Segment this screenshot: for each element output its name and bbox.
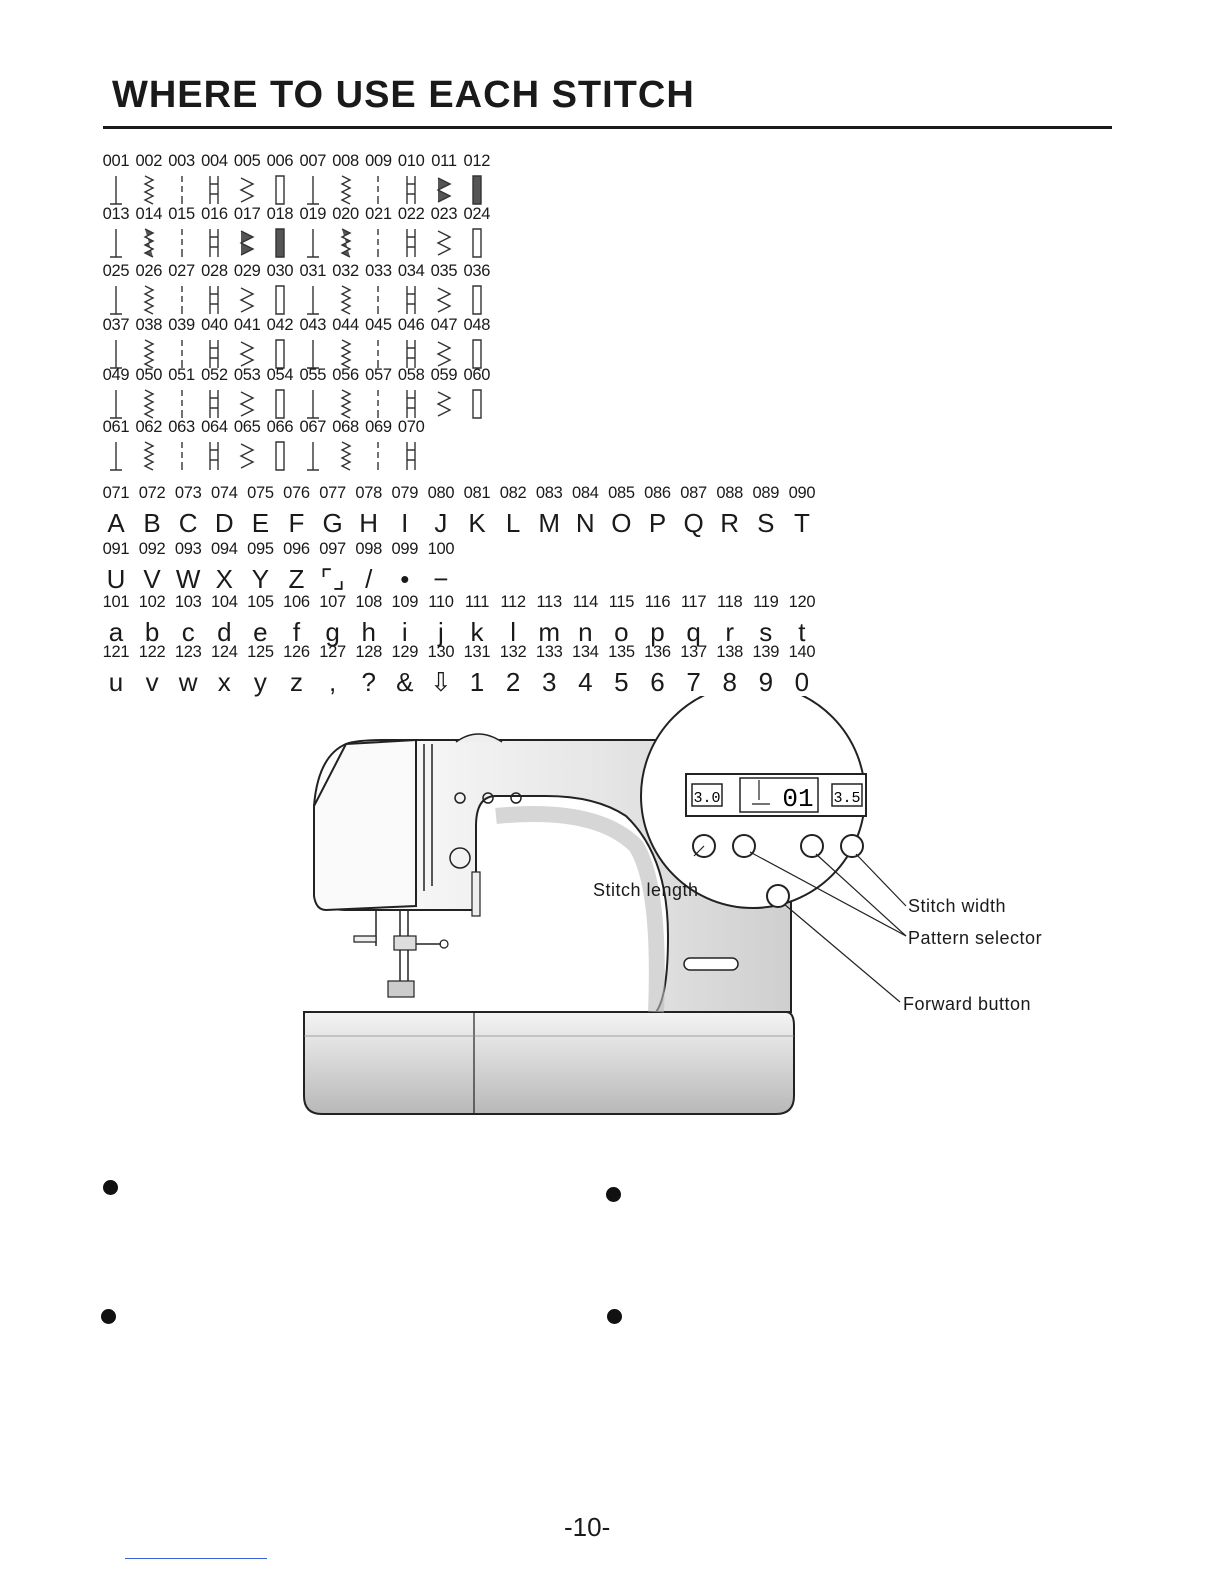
- letter-number: 102: [138, 593, 166, 611]
- letter-number: 126: [283, 643, 310, 661]
- stitch-pattern-icon: [104, 174, 128, 208]
- stitch-number: 068: [332, 418, 359, 436]
- letter-number: 097: [319, 540, 346, 558]
- stitch-pattern-icon: [399, 284, 423, 318]
- letter-number: 123: [174, 643, 202, 661]
- stitch-pattern-icon: [301, 284, 325, 318]
- letter-number: 092: [138, 540, 166, 558]
- letter-number: 113: [536, 593, 562, 611]
- letter-glyph: 8: [722, 667, 737, 697]
- letter-glyph: u: [108, 667, 124, 697]
- stitch-pattern-icon: [170, 174, 194, 208]
- stitch-number: 054: [266, 366, 294, 384]
- letter-glyph: N: [575, 508, 595, 538]
- stitch-number: 018: [266, 205, 294, 223]
- letter-glyph: v: [145, 667, 159, 697]
- letter-glyph: Z: [288, 564, 305, 594]
- letter-glyph: x: [217, 667, 231, 697]
- letter-glyph: •: [400, 564, 410, 594]
- stitch-pattern-icon: [301, 388, 325, 422]
- callout-stitch-width: Stitch width: [908, 896, 1007, 916]
- letter-number: 136: [644, 643, 671, 661]
- letter-glyph: W: [175, 564, 201, 594]
- letter-number: 127: [319, 643, 346, 661]
- stitch-pattern-icon: [366, 174, 390, 208]
- letter-number: 110: [428, 593, 454, 611]
- stitch-number: 001: [102, 152, 130, 170]
- stitch-number: 028: [201, 262, 228, 280]
- stitch-number: 007: [299, 152, 327, 170]
- stitch-number: 032: [332, 262, 359, 280]
- letter-glyph: m: [538, 617, 561, 647]
- stitch-pattern-icon: [137, 388, 161, 422]
- bullet-4: [607, 1309, 622, 1324]
- letter-glyph: H: [359, 508, 379, 538]
- letter-glyph: r: [725, 617, 735, 647]
- stitch-pattern-icon: [137, 284, 161, 318]
- stitch-number: 041: [233, 316, 261, 334]
- letter-number: 140: [788, 643, 816, 661]
- stitch-pattern-icon: [366, 440, 390, 474]
- letter-glyph: p: [650, 617, 665, 647]
- letter-number: 122: [138, 643, 166, 661]
- letter-number: 074: [210, 484, 238, 502]
- callout-pattern-selector: Pattern selector: [908, 928, 1043, 948]
- letter-glyph: K: [468, 508, 486, 538]
- letter-number: 090: [788, 484, 816, 502]
- stitch-number: 017: [233, 205, 261, 223]
- letter-glyph: V: [143, 564, 161, 594]
- letter-number: 091: [102, 540, 130, 558]
- letter-glyph: t: [798, 617, 806, 647]
- stitch-pattern-icon: [334, 388, 358, 422]
- letter-glyph: ⇩: [429, 667, 452, 697]
- letter-glyph: a: [108, 617, 124, 647]
- stitch-pattern-icon: [104, 388, 128, 422]
- stitch-number: 037: [102, 316, 130, 334]
- letter-number: 075: [247, 484, 274, 502]
- stitch-number: 022: [397, 205, 425, 223]
- stitch-number: 050: [135, 366, 163, 384]
- letter-glyph: X: [215, 564, 233, 594]
- letter-number: 073: [174, 484, 202, 502]
- letter-glyph: P: [648, 508, 667, 538]
- stitch-number: 039: [168, 316, 195, 334]
- letter-number: 072: [138, 484, 166, 502]
- letter-number: 109: [391, 593, 419, 611]
- stitch-pattern-icon: [399, 388, 423, 422]
- letter-glyph: Q: [683, 508, 704, 538]
- stitch-pattern-icon: [465, 284, 489, 318]
- letter-number: 085: [608, 484, 635, 502]
- letter-number: 086: [644, 484, 671, 502]
- letter-glyph: f: [292, 617, 301, 647]
- letter-glyph: d: [217, 617, 232, 647]
- stitch-number: 033: [365, 262, 392, 280]
- letter-glyph: g: [325, 617, 340, 647]
- letter-number: 139: [752, 643, 780, 661]
- stitch-pattern-icon: [432, 174, 456, 208]
- stitch-pattern-icon: [170, 284, 194, 318]
- callout-stitch-length: Stitch length: [593, 880, 699, 900]
- stitch-pattern-icon: [465, 227, 489, 261]
- sewing-machine-illustration: [296, 696, 916, 1121]
- footer-underline: [125, 1558, 267, 1559]
- letter-glyph: &: [396, 667, 414, 697]
- stitch-pattern-icon: [399, 174, 423, 208]
- letter-glyph: b: [144, 617, 160, 647]
- letter-number: 099: [391, 540, 419, 558]
- stitch-pattern-icon: [301, 227, 325, 261]
- stitch-pattern-icon: [202, 227, 226, 261]
- stitch-pattern-icon: [432, 227, 456, 261]
- letter-glyph: S: [757, 508, 775, 538]
- stitch-number: 012: [463, 152, 491, 170]
- letter-glyph: k: [470, 617, 484, 647]
- stitch-number: 060: [463, 366, 491, 384]
- stitch-pattern-icon: [137, 174, 161, 208]
- letter-glyph: Y: [251, 564, 270, 594]
- stitch-number: 065: [233, 418, 261, 436]
- stitch-number: 038: [135, 316, 163, 334]
- stitch-number: 062: [135, 418, 163, 436]
- stitch-pattern-icon: [104, 440, 128, 474]
- stitch-number: 013: [102, 205, 130, 223]
- stitch-pattern-icon: [170, 227, 194, 261]
- letter-number: 077: [319, 484, 346, 502]
- stitch-width-button: [841, 835, 863, 857]
- stitch-number: 069: [365, 418, 392, 436]
- stitch-number: 052: [201, 366, 228, 384]
- bullet-3: [101, 1309, 116, 1324]
- stitch-pattern-icon: [170, 440, 194, 474]
- letter-number: 094: [210, 540, 238, 558]
- letter-glyph: ?: [361, 667, 376, 697]
- letter-glyph: C: [178, 508, 198, 538]
- stitch-number: 064: [201, 418, 228, 436]
- letter-glyph: 1: [469, 667, 485, 697]
- stitch-number: 027: [168, 262, 195, 280]
- stitch-pattern-icon: [104, 284, 128, 318]
- letter-glyph: T: [793, 508, 810, 538]
- stitch-pattern-icon: [202, 174, 226, 208]
- stitch-pattern-icon: [432, 284, 456, 318]
- stitch-pattern-icon: [235, 227, 259, 261]
- letter-number: 083: [535, 484, 563, 502]
- display-pattern-number: 01: [782, 784, 814, 814]
- stitch-number: 035: [430, 262, 458, 280]
- bullet-1: [103, 1180, 118, 1195]
- letter-number: 125: [247, 643, 274, 661]
- letter-glyph: I: [401, 508, 409, 538]
- stitch-number: 021: [365, 205, 392, 223]
- letter-glyph: 5: [614, 667, 629, 697]
- letter-number: 138: [716, 643, 744, 661]
- stitch-number: 002: [135, 152, 163, 170]
- stitch-number: 061: [102, 418, 130, 436]
- stitch-pattern-icon: [334, 440, 358, 474]
- letter-number: 129: [391, 643, 419, 661]
- letter-number: 106: [283, 593, 310, 611]
- forward-button: [767, 885, 789, 907]
- stitch-pattern-icon: [301, 174, 325, 208]
- stitch-pattern-icon: [235, 388, 259, 422]
- letter-number: 119: [753, 593, 779, 611]
- page-title: WHERE TO USE EACH STITCH: [112, 74, 695, 116]
- letter-glyph: 0: [794, 667, 810, 697]
- stitch-pattern-icon: [268, 388, 292, 422]
- letter-number: 105: [247, 593, 274, 611]
- letter-glyph: B: [143, 508, 161, 538]
- letter-number: 087: [680, 484, 707, 502]
- letter-number: 121: [102, 643, 130, 661]
- letter-glyph: O: [611, 508, 632, 538]
- stitch-number: 010: [397, 152, 425, 170]
- letter-glyph: e: [253, 617, 268, 647]
- letter-number: 112: [500, 593, 526, 611]
- stitch-number: 057: [365, 366, 392, 384]
- letter-number: 124: [210, 643, 238, 661]
- letter-number: 080: [427, 484, 455, 502]
- letter-number: 118: [716, 593, 743, 611]
- letter-number: 078: [355, 484, 383, 502]
- stitch-number: 016: [201, 205, 228, 223]
- stitch-number: 004: [201, 152, 228, 170]
- letter-glyph: D: [214, 508, 234, 538]
- stitch-number: 046: [397, 316, 425, 334]
- stitch-number: 015: [168, 205, 195, 223]
- stitch-pattern-icon: [366, 227, 390, 261]
- display-right-value: 3.5: [833, 790, 861, 807]
- stitch-number: 048: [463, 316, 491, 334]
- stitch-number: 042: [266, 316, 294, 334]
- letter-glyph: R: [720, 508, 740, 538]
- stitch-pattern-icon: [268, 227, 292, 261]
- pattern-up-button: [801, 835, 823, 857]
- letter-glyph: −: [433, 564, 449, 594]
- stitch-number: 019: [299, 205, 327, 223]
- stitch-number: 044: [332, 316, 359, 334]
- stitch-number: 051: [168, 366, 195, 384]
- stitch-number: 067: [299, 418, 327, 436]
- stitch-number: 026: [135, 262, 163, 280]
- stitch-pattern-icon: [268, 440, 292, 474]
- stitch-number: 014: [135, 205, 163, 223]
- stitch-pattern-icon: [268, 174, 292, 208]
- letter-glyph: i: [401, 617, 408, 647]
- letter-number: 107: [319, 593, 346, 611]
- pattern-down-button: [733, 835, 755, 857]
- letter-glyph: z: [290, 667, 303, 697]
- stitch-pattern-icon: [202, 284, 226, 318]
- letter-number: 115: [608, 593, 635, 611]
- letter-glyph: 2: [505, 667, 521, 697]
- stitch-number: 034: [397, 262, 425, 280]
- stitch-pattern-icon: [137, 440, 161, 474]
- letter-glyph: G: [322, 508, 343, 538]
- letter-number: 079: [391, 484, 419, 502]
- letter-number: 111: [464, 593, 490, 611]
- stitch-pattern-icon: [202, 388, 226, 422]
- stitch-number: 040: [201, 316, 228, 334]
- letter-glyph: 6: [650, 667, 665, 697]
- stitch-pattern-icon: [235, 174, 259, 208]
- letter-glyph: ,: [328, 667, 337, 697]
- stitch-pattern-icon: [334, 284, 358, 318]
- letter-glyph: M: [538, 508, 561, 538]
- letter-glyph: o: [614, 617, 629, 647]
- letter-number: 098: [355, 540, 383, 558]
- letter-number: 137: [680, 643, 707, 661]
- stitch-number: 005: [233, 152, 261, 170]
- stitch-number: 030: [266, 262, 294, 280]
- letter-glyph: ⌜⌟: [320, 564, 345, 594]
- letter-number: 131: [463, 643, 491, 661]
- stitch-number: 011: [431, 152, 457, 170]
- stitch-pattern-icon: [137, 227, 161, 261]
- bullet-2: [606, 1187, 621, 1202]
- letter-number: 071: [102, 484, 130, 502]
- stitch-number: 043: [299, 316, 327, 334]
- letter-number: 093: [174, 540, 202, 558]
- stitch-number: 056: [332, 366, 359, 384]
- letter-glyph: F: [288, 508, 305, 538]
- stitch-pattern-icon: [399, 227, 423, 261]
- letter-glyph: h: [361, 617, 376, 647]
- stitch-number: 047: [430, 316, 458, 334]
- letter-number: 108: [355, 593, 383, 611]
- letter-number: 095: [247, 540, 274, 558]
- stitch-number: 053: [233, 366, 261, 384]
- letter-number: 101: [102, 593, 130, 611]
- stitch-number: 008: [332, 152, 359, 170]
- letter-number: 076: [283, 484, 310, 502]
- stitch-number: 009: [365, 152, 392, 170]
- letter-glyph: E: [251, 508, 270, 538]
- page-number: -10-: [564, 1512, 611, 1542]
- display-left-value: 3.0: [693, 790, 721, 807]
- stitch-pattern-icon: [334, 174, 358, 208]
- stitch-pattern-icon: [465, 174, 489, 208]
- letter-glyph: y: [253, 667, 267, 697]
- letter-glyph: J: [434, 508, 448, 538]
- stitch-number: 020: [332, 205, 359, 223]
- stitch-number: 058: [397, 366, 425, 384]
- letter-number: 133: [535, 643, 563, 661]
- letter-glyph: L: [505, 508, 521, 538]
- stitch-number: 003: [168, 152, 195, 170]
- letter-number: 088: [716, 484, 744, 502]
- stitch-number: 029: [233, 262, 261, 280]
- letter-number: 114: [572, 593, 598, 611]
- stitch-pattern-icon: [366, 284, 390, 318]
- letter-glyph: 9: [758, 667, 774, 697]
- stitch-pattern-icon: [235, 284, 259, 318]
- stitch-pattern-icon: [432, 388, 456, 422]
- letter-glyph: c: [181, 617, 195, 647]
- letter-number: 089: [752, 484, 780, 502]
- letter-number: 096: [283, 540, 310, 558]
- letter-glyph: 4: [578, 667, 593, 697]
- letter-glyph: j: [438, 617, 444, 647]
- stitch-number: 066: [266, 418, 294, 436]
- letter-number: 134: [571, 643, 599, 661]
- letter-glyph: l: [510, 617, 516, 647]
- stitch-pattern-icon: [465, 388, 489, 422]
- title-rule: [103, 126, 1112, 129]
- stitch-number: 031: [299, 262, 327, 280]
- letter-glyph: 7: [686, 667, 701, 697]
- letter-number: 103: [174, 593, 202, 611]
- stitch-number: 045: [365, 316, 392, 334]
- stitch-pattern-icon: [235, 440, 259, 474]
- letter-glyph: /: [365, 564, 373, 594]
- letter-glyph: A: [107, 508, 125, 538]
- stitch-number: 025: [102, 262, 130, 280]
- letter-glyph: q: [686, 617, 701, 647]
- letter-glyph: 3: [541, 667, 557, 697]
- letter-number: 128: [355, 643, 383, 661]
- stitch-number: 049: [102, 366, 130, 384]
- stitch-number: 063: [168, 418, 195, 436]
- stitch-pattern-icon: [334, 227, 358, 261]
- letter-glyph: U: [106, 564, 126, 594]
- letter-number: 100: [427, 540, 455, 558]
- letter-number: 132: [499, 643, 527, 661]
- stitch-number: 024: [463, 205, 491, 223]
- stitch-pattern-icon: [268, 284, 292, 318]
- letter-number: 084: [571, 484, 599, 502]
- stitch-number: 070: [397, 418, 425, 436]
- stitch-number: 023: [430, 205, 458, 223]
- stitch-pattern-icon: [202, 440, 226, 474]
- stitch-pattern-icon: [170, 388, 194, 422]
- stitch-pattern-icon: [301, 440, 325, 474]
- letter-number: 104: [210, 593, 238, 611]
- letter-glyph: w: [178, 667, 198, 697]
- stitch-pattern-icon: [366, 388, 390, 422]
- stitch-number: 055: [299, 366, 327, 384]
- letter-number: 130: [427, 643, 455, 661]
- letter-glyph: n: [578, 617, 593, 647]
- callout-forward-button: Forward button: [903, 994, 1032, 1014]
- stitch-number: 059: [430, 366, 458, 384]
- letter-number: 116: [644, 593, 671, 611]
- letter-number: 081: [463, 484, 491, 502]
- letter-glyph: s: [759, 617, 773, 647]
- stitch-pattern-icon: [104, 227, 128, 261]
- letter-number: 082: [499, 484, 527, 502]
- stitch-number: 006: [266, 152, 294, 170]
- letter-number: 135: [608, 643, 635, 661]
- letter-number: 117: [680, 593, 707, 611]
- stitch-number: 036: [463, 262, 491, 280]
- stitch-pattern-icon: [399, 440, 423, 474]
- letter-number: 120: [788, 593, 816, 611]
